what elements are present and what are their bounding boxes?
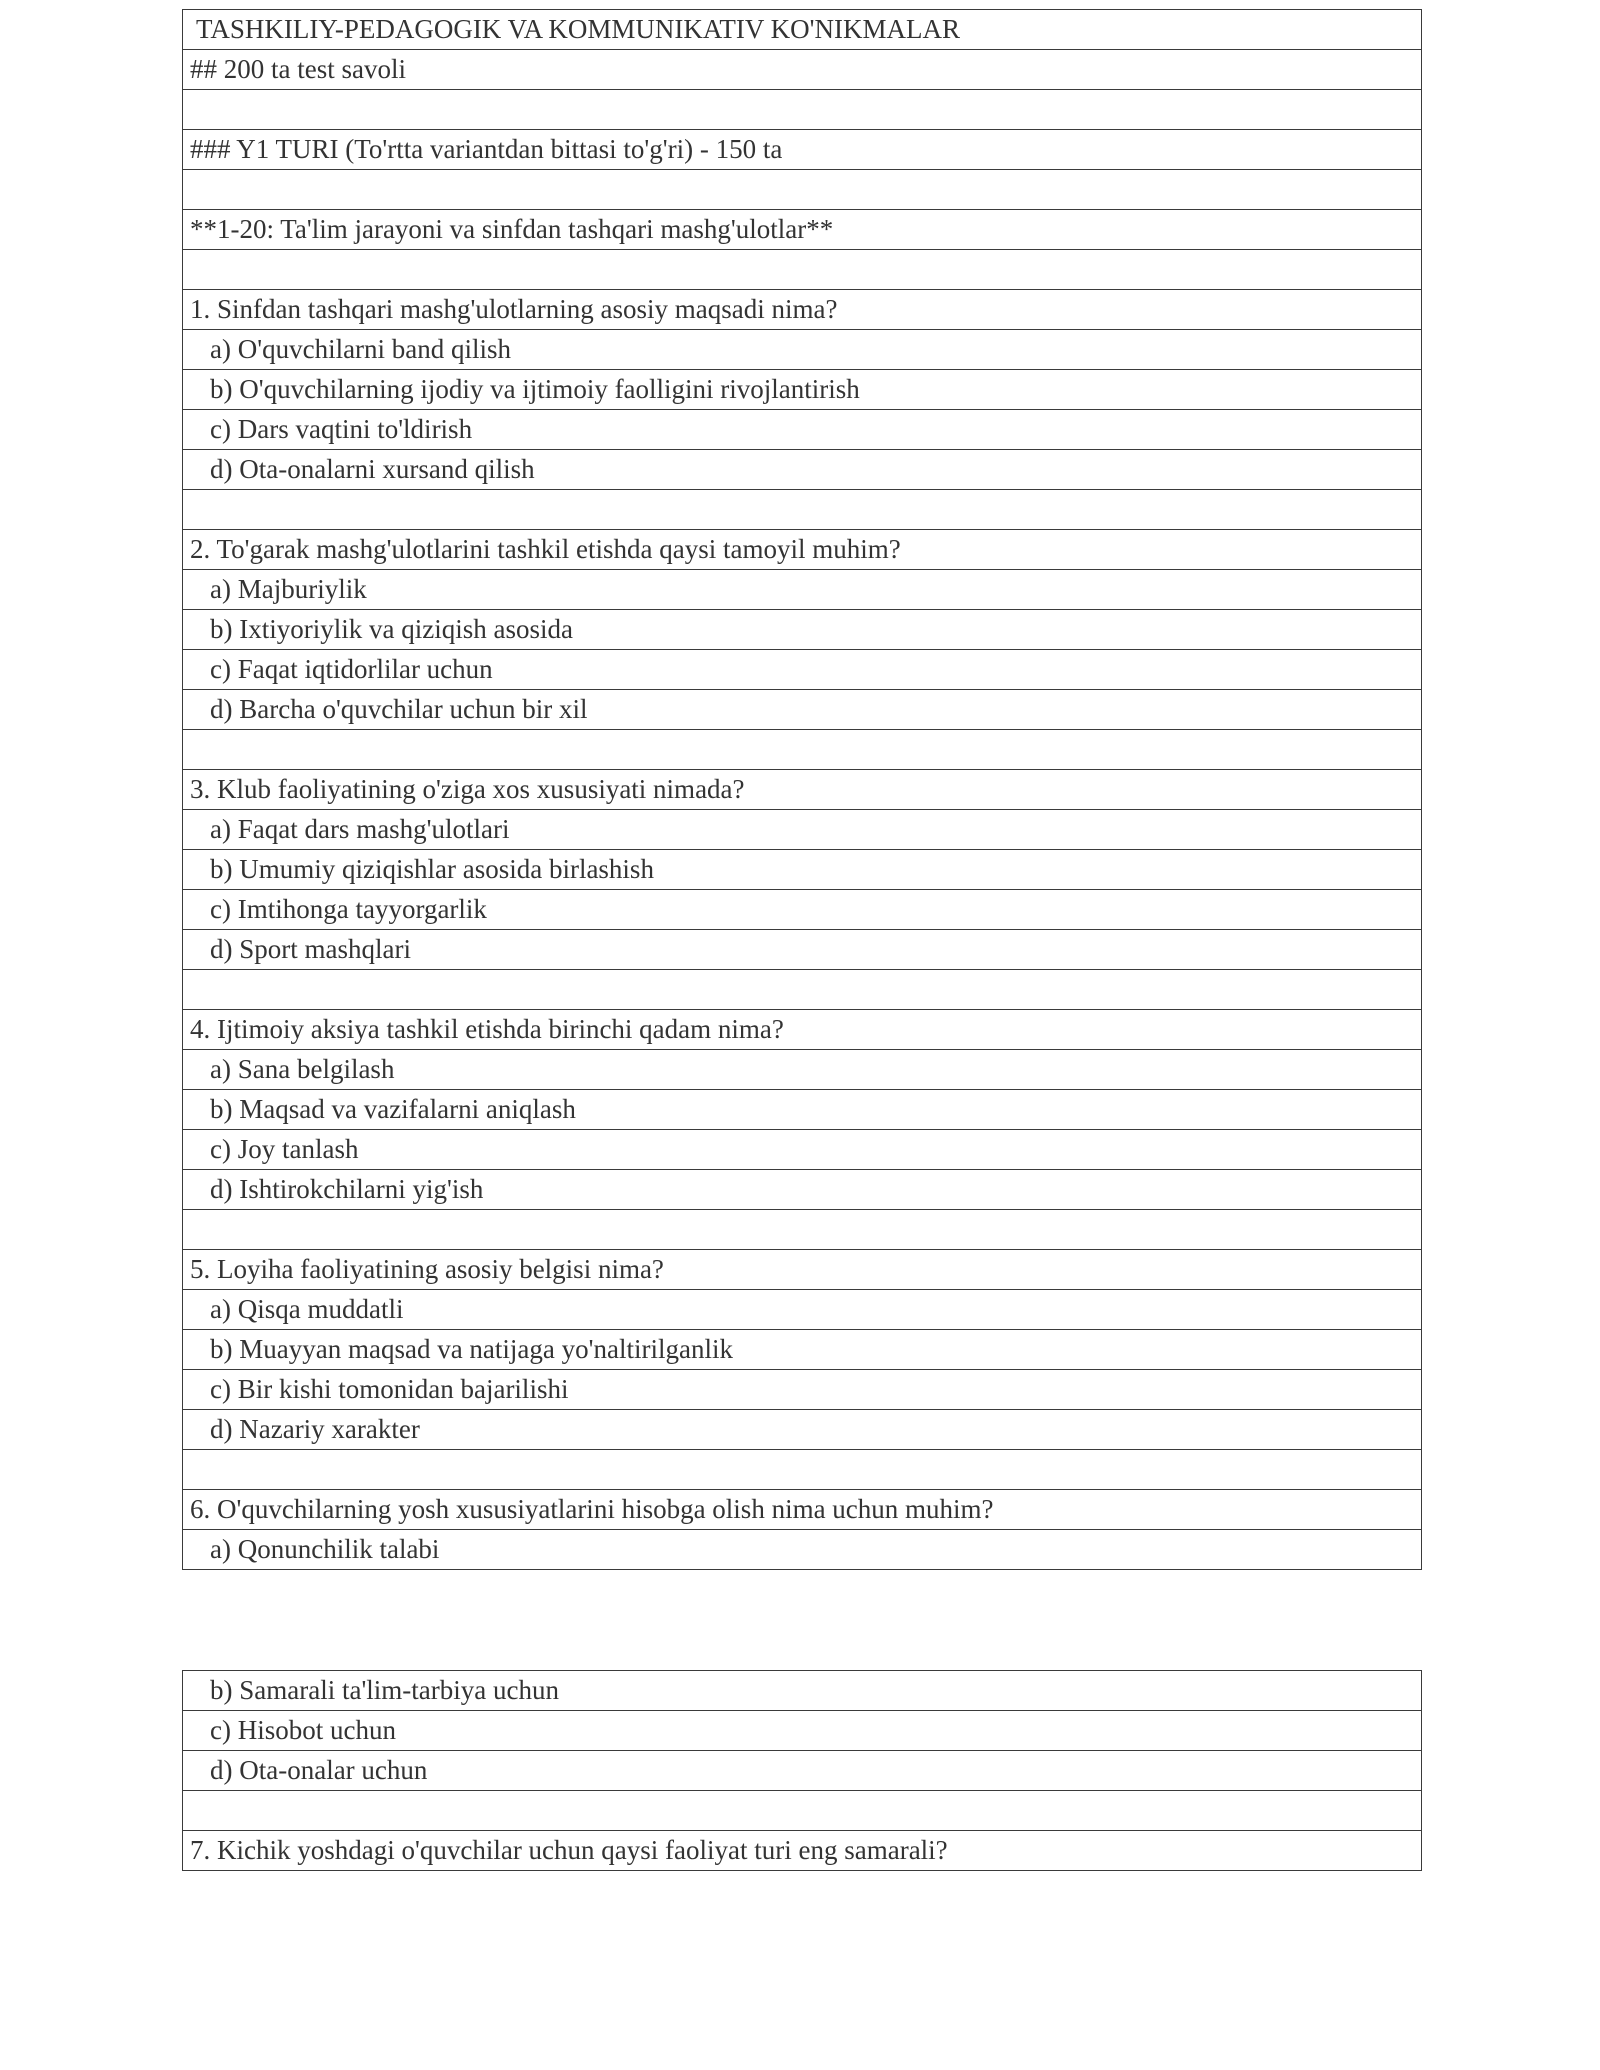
table-row bbox=[183, 1490, 1422, 1530]
table-row bbox=[183, 1450, 1422, 1490]
answer-option-cell[interactable] bbox=[183, 1711, 1422, 1751]
table-row bbox=[183, 1130, 1422, 1170]
empty-cell[interactable] bbox=[183, 1791, 1422, 1831]
table-row bbox=[183, 1751, 1422, 1791]
table-row bbox=[183, 770, 1422, 810]
cell-text: 7. Kichik yoshdagi o'quvchilar uchun qaysi faoliyat turi eng samarali? bbox=[190, 1835, 948, 1865]
answer-option-cell[interactable] bbox=[183, 1050, 1422, 1090]
table-row bbox=[183, 410, 1422, 450]
answer-option-cell[interactable] bbox=[183, 850, 1422, 890]
cell-text: a) Sana belgilash bbox=[210, 1054, 395, 1084]
table-row bbox=[183, 90, 1422, 130]
cell-text: 4. Ijtimoiy aksiya tashkil etishda birinchi qadam nima? bbox=[190, 1014, 784, 1044]
cell-text: c) Bir kishi tomonidan bajarilishi bbox=[210, 1374, 569, 1404]
cell-text: d) Ishtirokchilarni yig'ish bbox=[210, 1174, 484, 1204]
cell-text: 5. Loyiha faoliyatining asosiy belgisi nima? bbox=[190, 1254, 664, 1284]
table-row bbox=[183, 1791, 1422, 1831]
question-cell[interactable] bbox=[183, 1831, 1422, 1871]
table-row bbox=[183, 450, 1422, 490]
table-row bbox=[183, 1410, 1422, 1450]
table-row bbox=[183, 1090, 1422, 1130]
document-title-cell[interactable] bbox=[183, 10, 1422, 50]
empty-cell[interactable] bbox=[183, 170, 1422, 210]
table-row bbox=[183, 1711, 1422, 1751]
table-row bbox=[183, 890, 1422, 930]
table-row bbox=[183, 570, 1422, 610]
text-cell[interactable] bbox=[183, 50, 1422, 90]
question-cell[interactable] bbox=[183, 1490, 1422, 1530]
table-row bbox=[183, 1290, 1422, 1330]
table-row bbox=[183, 1010, 1422, 1050]
answer-option-cell[interactable] bbox=[183, 1530, 1422, 1570]
answer-option-cell[interactable] bbox=[183, 1170, 1422, 1210]
question-cell[interactable] bbox=[183, 290, 1422, 330]
cell-text: d) Sport mashqlari bbox=[210, 934, 411, 964]
cell-text: b) O'quvchilarning ijodiy va ijtimoiy faolligini rivojlantirish bbox=[210, 374, 860, 404]
answer-option-cell[interactable] bbox=[183, 610, 1422, 650]
cell-text: c) Hisobot uchun bbox=[210, 1715, 396, 1745]
table-row bbox=[183, 970, 1422, 1010]
answer-option-cell[interactable] bbox=[183, 890, 1422, 930]
empty-cell[interactable] bbox=[183, 250, 1422, 290]
cell-text: d) Nazariy xarakter bbox=[210, 1414, 420, 1444]
cell-text: a) Qisqa muddatli bbox=[210, 1294, 404, 1324]
answer-option-cell[interactable] bbox=[183, 410, 1422, 450]
table-row bbox=[183, 250, 1422, 290]
table-row bbox=[183, 1370, 1422, 1410]
cell-text: 1. Sinfdan tashqari mashg'ulotlarning asosiy maqsadi nima? bbox=[190, 294, 838, 324]
cell-text: 6. O'quvchilarning yosh xususiyatlarini hisobga olish nima uchun muhim? bbox=[190, 1494, 994, 1524]
cell-text: c) Joy tanlash bbox=[210, 1134, 359, 1164]
table-row bbox=[183, 10, 1422, 50]
question-cell[interactable] bbox=[183, 530, 1422, 570]
question-cell[interactable] bbox=[183, 1250, 1422, 1290]
empty-cell[interactable] bbox=[183, 730, 1422, 770]
table-row bbox=[183, 170, 1422, 210]
table-row bbox=[183, 810, 1422, 850]
empty-cell[interactable] bbox=[183, 1210, 1422, 1250]
cell-text: d) Ota-onalar uchun bbox=[210, 1755, 428, 1785]
table-row bbox=[183, 610, 1422, 650]
answer-option-cell[interactable] bbox=[183, 1130, 1422, 1170]
table-row bbox=[183, 1050, 1422, 1090]
answer-option-cell[interactable] bbox=[183, 690, 1422, 730]
cell-text: d) Ota-onalarni xursand qilish bbox=[210, 454, 535, 484]
table-row bbox=[183, 1330, 1422, 1370]
empty-cell[interactable] bbox=[183, 1450, 1422, 1490]
table-row bbox=[183, 1530, 1422, 1570]
cell-text: 3. Klub faoliyatining o'ziga xos xususiyati nimada? bbox=[190, 774, 745, 804]
answer-option-cell[interactable] bbox=[183, 810, 1422, 850]
table-row bbox=[183, 490, 1422, 530]
cell-text: d) Barcha o'quvchilar uchun bir xil bbox=[210, 694, 588, 724]
answer-option-cell[interactable] bbox=[183, 1090, 1422, 1130]
table-row bbox=[183, 650, 1422, 690]
cell-text: b) Maqsad va vazifalarni aniqlash bbox=[210, 1094, 576, 1124]
table-row bbox=[183, 50, 1422, 90]
table-row bbox=[183, 850, 1422, 890]
answer-option-cell[interactable] bbox=[183, 1410, 1422, 1450]
cell-text: ### Y1 TURI (To'rtta variantdan bittasi to'g'ri) - 150 ta bbox=[190, 134, 783, 164]
cell-text: c) Dars vaqtini to'ldirish bbox=[210, 414, 473, 444]
spreadsheet-table-lower bbox=[182, 1670, 1422, 1871]
question-cell[interactable] bbox=[183, 1010, 1422, 1050]
cell-text: b) Samarali ta'lim-tarbiya uchun bbox=[210, 1675, 559, 1705]
spreadsheet-table-upper bbox=[182, 9, 1422, 1570]
answer-option-cell[interactable] bbox=[183, 1370, 1422, 1410]
text-cell[interactable] bbox=[183, 210, 1422, 250]
cell-text: 2. To'garak mashg'ulotlarini tashkil etishda qaysi tamoyil muhim? bbox=[190, 534, 901, 564]
answer-option-cell[interactable] bbox=[183, 1671, 1422, 1711]
table-row bbox=[183, 1671, 1422, 1711]
cell-text: a) Qonunchilik talabi bbox=[210, 1534, 440, 1564]
answer-option-cell[interactable] bbox=[183, 330, 1422, 370]
answer-option-cell[interactable] bbox=[183, 1751, 1422, 1791]
cell-text: a) Faqat dars mashg'ulotlari bbox=[210, 814, 510, 844]
answer-option-cell[interactable] bbox=[183, 1330, 1422, 1370]
empty-cell[interactable] bbox=[183, 90, 1422, 130]
table-row bbox=[183, 370, 1422, 410]
cell-text: a) O'quvchilarni band qilish bbox=[210, 334, 512, 364]
cell-text: b) Ixtiyoriylik va qiziqish asosida bbox=[210, 614, 573, 644]
answer-option-cell[interactable] bbox=[183, 1290, 1422, 1330]
table-row bbox=[183, 1250, 1422, 1290]
cell-text: ## 200 ta test savoli bbox=[190, 54, 406, 84]
cell-text: c) Imtihonga tayyorgarlik bbox=[210, 894, 487, 924]
empty-cell[interactable] bbox=[183, 490, 1422, 530]
table-row bbox=[183, 690, 1422, 730]
question-cell[interactable] bbox=[183, 770, 1422, 810]
table-row bbox=[183, 290, 1422, 330]
cell-text: **1-20: Ta'lim jarayoni va sinfdan tashqari mashg'ulotlar** bbox=[190, 214, 834, 244]
table-row bbox=[183, 1831, 1422, 1871]
cell-text: TASHKILIY-PEDAGOGIK VA KOMMUNIKATIV KO'NIKMALAR bbox=[196, 14, 960, 44]
cell-text: a) Majburiylik bbox=[210, 574, 367, 604]
cell-text: b) Muayyan maqsad va natijaga yo'naltirilganlik bbox=[210, 1334, 733, 1364]
table-row bbox=[183, 530, 1422, 570]
answer-option-cell[interactable] bbox=[183, 570, 1422, 610]
text-cell[interactable] bbox=[183, 130, 1422, 170]
table-row bbox=[183, 1210, 1422, 1250]
table-row bbox=[183, 930, 1422, 970]
table-row bbox=[183, 210, 1422, 250]
answer-option-cell[interactable] bbox=[183, 370, 1422, 410]
answer-option-cell[interactable] bbox=[183, 450, 1422, 490]
table-row bbox=[183, 730, 1422, 770]
cell-text: b) Umumiy qiziqishlar asosida birlashish bbox=[210, 854, 654, 884]
table-row bbox=[183, 330, 1422, 370]
empty-cell[interactable] bbox=[183, 970, 1422, 1010]
cell-text: c) Faqat iqtidorlilar uchun bbox=[210, 654, 493, 684]
table-row bbox=[183, 1170, 1422, 1210]
answer-option-cell[interactable] bbox=[183, 650, 1422, 690]
answer-option-cell[interactable] bbox=[183, 930, 1422, 970]
table-row bbox=[183, 130, 1422, 170]
